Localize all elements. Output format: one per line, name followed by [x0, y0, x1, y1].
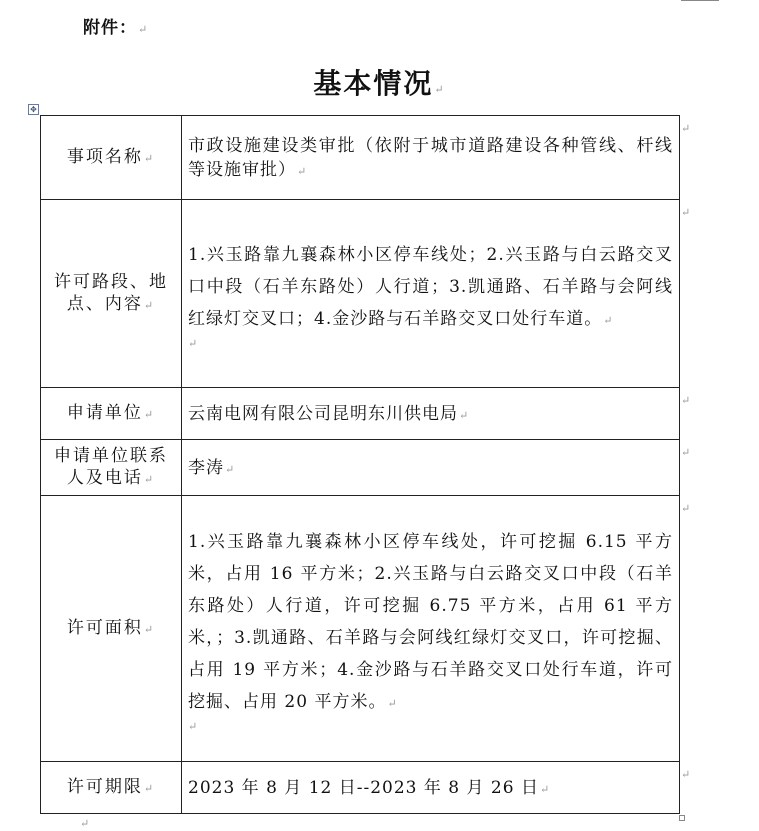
- row-label: 事项名称↵: [41, 116, 182, 200]
- paragraph-mark-icon: ↵: [138, 23, 149, 36]
- paragraph-mark-icon: ↵: [143, 472, 156, 486]
- paragraph-mark-icon: ↵: [143, 781, 156, 795]
- paragraph-mark-icon: ↵: [539, 782, 551, 796]
- row-label: 申请单位联系人及电话↵: [41, 440, 182, 496]
- paragraph-mark-icon: ↵: [143, 622, 156, 636]
- table-row-permit-area: [41, 496, 680, 762]
- attachment-label: 附件：↵: [83, 18, 149, 38]
- basic-info-table: [40, 115, 680, 814]
- table-row-permit-locations: [41, 200, 680, 388]
- paragraph-mark-icon: ↵: [143, 407, 156, 421]
- row-value[interactable]: 1.兴玉路靠九襄森林小区停车线处；2.兴玉路与白云路交叉口中段（石羊东路处）人行道；3.凯通路、石羊路与会阿线红绿灯交叉口；4.金沙路与石羊路交叉口处行车道。↵ ↵: [182, 200, 680, 388]
- row-value[interactable]: 云南电网有限公司昆明东川供电局↵: [182, 388, 680, 440]
- table-row-contact: [41, 440, 680, 496]
- table-row-applicant: [41, 388, 680, 440]
- page-corner-line: [681, 0, 719, 1]
- paragraph-mark-icon: ↵: [188, 719, 199, 733]
- table-row-item-name: [41, 116, 680, 200]
- row-end-mark-icon: ↵: [681, 122, 691, 135]
- row-value[interactable]: 李涛↵: [182, 440, 680, 496]
- paragraph-mark-icon: ↵: [143, 151, 156, 165]
- row-label: 许可面积↵: [41, 496, 182, 762]
- paragraph-mark-icon: ↵: [459, 408, 470, 422]
- row-value[interactable]: 1.兴玉路靠九襄森林小区停车线处，许可挖掘 6.15 平方米，占用 16 平方米；2.兴玉路与白云路交叉口中段（石羊东路处）人行道，许可挖掘 6.75 平方米，占用 61 平方米，；3.凯通路、石羊路与会阿线红绿灯交叉口，许可挖掘、占用 19 平方米；4.金沙路与石羊路交叉口处行车道，许可挖掘、占用 20 平方米。↵ ↵: [182, 496, 680, 762]
- row-label: 许可路段、地点、内容↵: [41, 200, 182, 388]
- paragraph-mark-icon: ↵: [387, 696, 398, 710]
- row-value[interactable]: 市政设施建设类审批（依附于城市道路建设各种管线、杆线等设施审批）↵: [182, 116, 680, 200]
- document-title: 基本情况↵: [313, 67, 446, 100]
- paragraph-mark-icon: ↵: [80, 817, 90, 830]
- row-label: 申请单位↵: [41, 388, 182, 440]
- paragraph-mark-icon: ↵: [603, 313, 614, 327]
- paragraph-mark-icon: ↵: [225, 462, 236, 476]
- paragraph-mark-icon: ↵: [143, 298, 156, 312]
- table-move-handle-icon[interactable]: ✥: [28, 104, 39, 115]
- row-end-mark-icon: ↵: [681, 768, 691, 781]
- row-end-mark-icon: ↵: [681, 446, 691, 459]
- row-end-mark-icon: ↵: [681, 206, 691, 219]
- table-resize-handle-icon[interactable]: [679, 815, 685, 821]
- table-row-permit-period: [41, 762, 680, 814]
- paragraph-mark-icon: ↵: [434, 83, 446, 96]
- row-end-mark-icon: ↵: [681, 502, 691, 515]
- row-end-mark-icon: ↵: [681, 394, 691, 407]
- paragraph-mark-icon: ↵: [297, 164, 308, 178]
- row-label: 许可期限↵: [41, 762, 182, 814]
- row-value[interactable]: 2023 年 8 月 12 日--2023 年 8 月 26 日↵: [182, 762, 680, 814]
- paragraph-mark-icon: ↵: [188, 336, 199, 350]
